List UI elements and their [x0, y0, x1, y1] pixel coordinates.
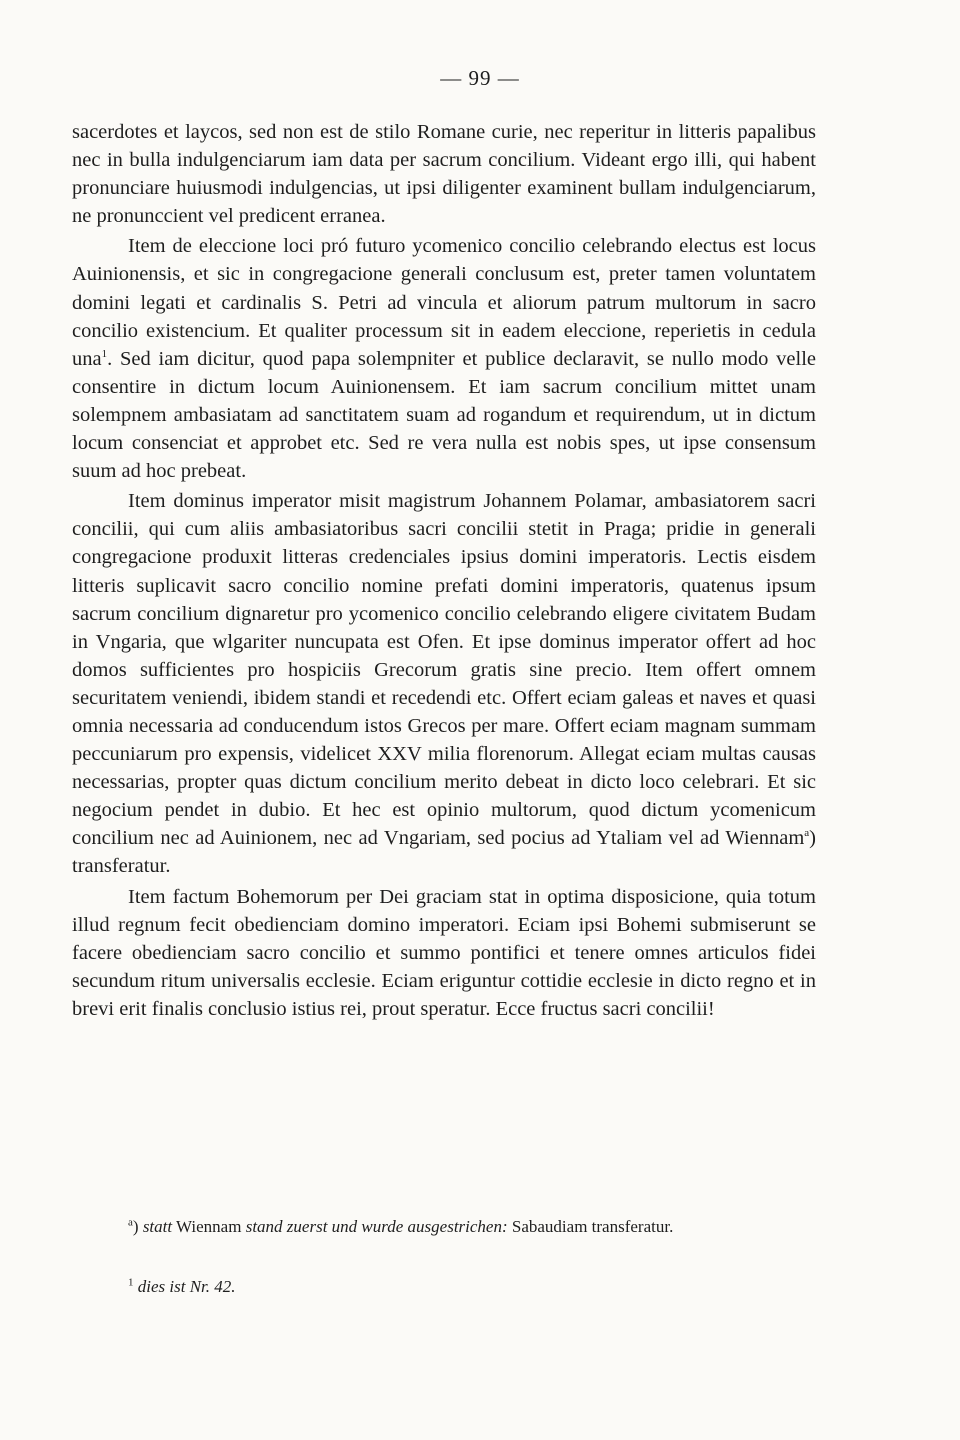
paragraph-1: sacerdotes et laycos, sed non est de stilo Romane curie, nec reperitur in litteris papalibus nec in bulla indulgenciarum iam data per sacrum concilium. Videant ergo illi, qui habent pronunciare huiusmodi indulgencias, ut ipsi diligenter examinent bullam indulgenciarum, ne pronunccient vel predicent erranea. — [72, 121, 816, 228]
footnote-1-marker: 1 — [128, 1276, 134, 1289]
paragraph-2-text: Item de eleccione loci pró futuro ycomenico concilio celebrando electus est locus Auinionensis, et sic in congregacione generali conclusum est, preter tamen voluntatem domini legati et cardinalis S. Petri ad vincula et aliorum patrum multorum in sacro concilio existencium. Et qualiter processum sit in eadem eleccione, reperietis in cedula una — [72, 235, 816, 370]
paragraph-2 — [72, 232, 816, 485]
footnote-ref-a: a — [804, 827, 810, 840]
page-number: — 99 — — [440, 66, 520, 90]
footnote-ref-1: 1 — [101, 347, 108, 360]
footnote-a-marker: a — [128, 1216, 133, 1229]
footnote-a-close: ) — [132, 1217, 139, 1236]
paragraph-3 — [72, 487, 816, 880]
main-text — [72, 118, 816, 1023]
footnote-1 — [72, 1274, 816, 1300]
footnote-a — [72, 1214, 816, 1240]
footnote-a-part3: stand zuerst und wurde ausgestrichen: — [245, 1217, 508, 1236]
footnote-1-text: dies ist Nr. 42. — [137, 1277, 236, 1296]
footnote-a-part2: Wiennam — [172, 1217, 246, 1236]
footnote-a-part4: Sabaudiam transferatur. — [507, 1217, 674, 1236]
paragraph-2-text-after: . Sed iam dicitur, quod papa solempniter et publice declaravit, se nullo modo velle consentire in dictum locum Auinionensem. Et iam sacrum concilium mittet unam solempnem ambasiatam ad sanctitatem suam ad rogandum et requirendum, ut in dictum locum consenciat et approbet etc. Sed re vera nulla est nobis spes, ut ipse consensum suum ad hoc prebeat. — [72, 347, 816, 483]
paragraph-3-text-after: ) transferatur. — [72, 827, 816, 878]
paragraph-4: Item factum Bohemorum per Dei graciam stat in optima disposicione, quia totum illud regnum fecit obedienciam domino imperatori. Eciam ipsi Bohemi submiserunt se facere obedienciam sacro concilio et summo pontifici et tenere omnes articulos fidei secundum ritum universalis ecclesie. Eciam eriguntur cottidie ecclesie in dicto regno et in brevi erit finalis conclusio istius rei, prout speratur. Ecce fructus sacri concilii! — [72, 885, 816, 1020]
footnote-a-part1: statt — [142, 1217, 173, 1236]
paragraph-3-text: Item dominus imperator misit magistrum Johannem Polamar, ambasiatorem sacri concilii, qui cum aliis ambasiatoribus sacri concilii stetit in Praga; pridie in generali congregacione produxit litteras credenciales ipsius domini imperatoris. Lectis eisdem litteris suplicavit sacro concilio nomine prefati domini imperatoris, quatenus ipsum sacrum concilium dignaretur pro ycomenico concilio celebrando eligere civitatem Budam in Vngaria, que wlgariter nuncupata est Ofen. Et ipse dominus imperator offert ad hoc domos sufficientes pro hospiciis Grecorum gratis sine precio. Item offert omnem securitatem veniendi, ibidem standi et recedendi etc. Offert eciam galeas et naves et quasi omnia necessaria ad conducendum istos Grecos per mare. Offert eciam magnam summam peccuniarum pro expensis, videlicet XXV milia florenorum. Allegat eciam multas causas necessarias, propter quas dictum concilium merito debeat in dicto loco celebrari. Et sic negocium pendet in dubio. Et hec est opinio multorum, quod dictum ycomenicum concilium nec ad Auinionem, nec ad Vngariam, sed pocius ad Ytaliam vel ad Wiennam — [72, 490, 816, 850]
